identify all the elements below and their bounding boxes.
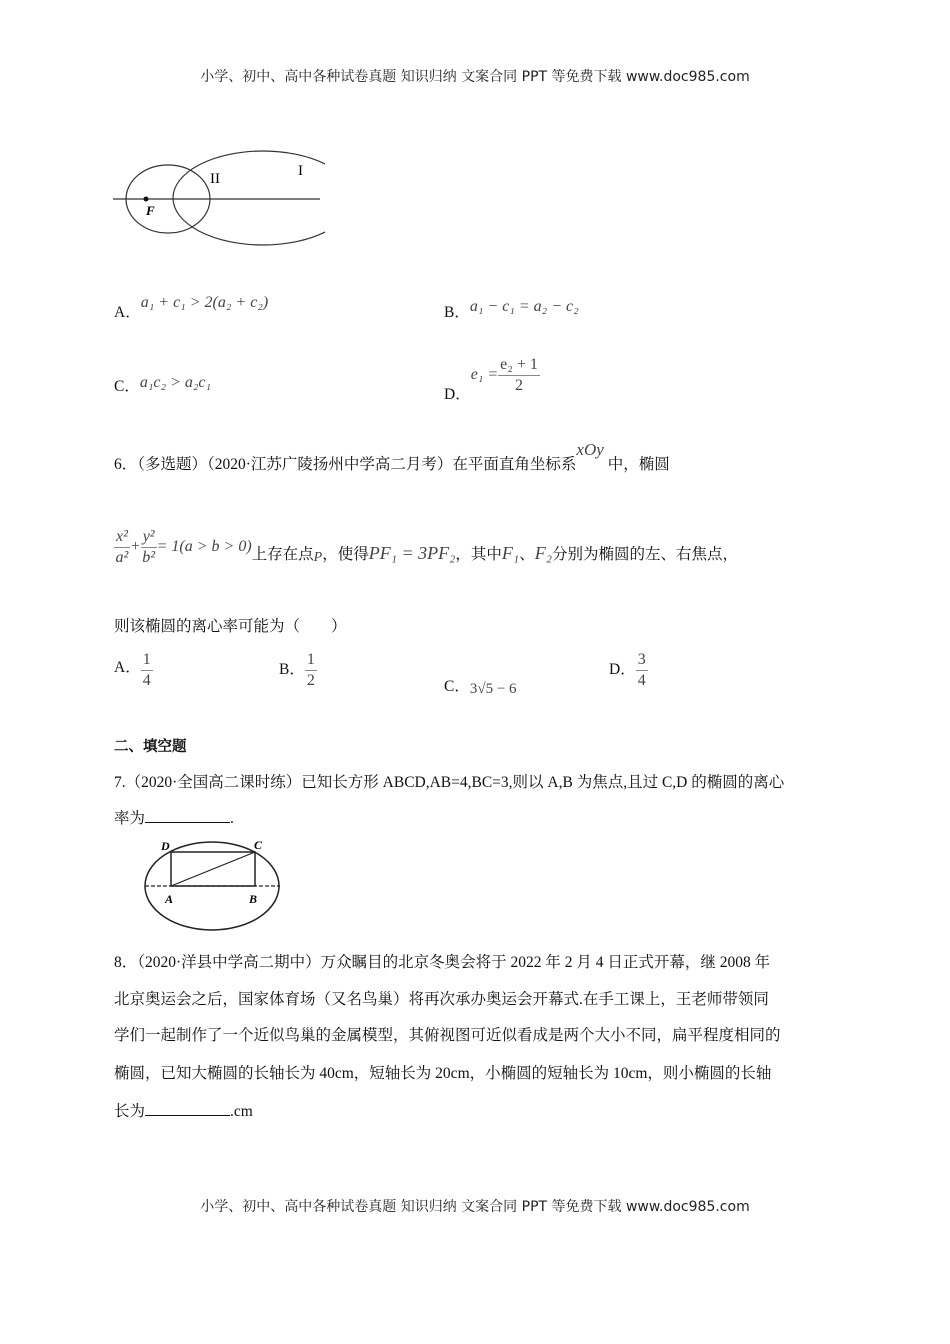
option-letter: B． bbox=[444, 304, 470, 321]
focus-f1: F₁ bbox=[501, 543, 520, 564]
q6-stem-end: 中，椭圆 bbox=[607, 456, 670, 473]
label-I: I bbox=[298, 163, 303, 179]
text: . bbox=[230, 810, 234, 827]
q6-stem: 6．（多选题）（2020·江苏广陵扬州中学高二月考）在平面直角坐标系 bbox=[114, 456, 577, 473]
option-letter: A． bbox=[114, 659, 141, 677]
text: 、 bbox=[519, 546, 535, 564]
label-b: B bbox=[249, 892, 258, 906]
fraction bbox=[305, 650, 317, 691]
coord-system: xOy bbox=[576, 440, 604, 459]
ellipse-figure-1 bbox=[110, 135, 325, 250]
option-letter: C． bbox=[114, 378, 140, 395]
denominator: 4 bbox=[637, 672, 646, 689]
option-formula: a₁c₂ > a₂c₁ bbox=[139, 374, 212, 391]
option-formula-lhs: e₁ = bbox=[470, 366, 499, 384]
q5-option-d[interactable] bbox=[444, 355, 540, 404]
fraction-y bbox=[141, 527, 157, 568]
condition-formula: PF₁ = 3PF₂ bbox=[368, 543, 456, 564]
label-c: C bbox=[254, 838, 263, 852]
q6-option-d[interactable] bbox=[609, 650, 648, 691]
q8-line-5 bbox=[114, 1099, 253, 1121]
q6-line-2 bbox=[114, 527, 738, 568]
denominator: 4 bbox=[142, 672, 151, 689]
denominator: 2 bbox=[306, 672, 315, 689]
q5-option-c[interactable] bbox=[114, 374, 211, 396]
text: 率为 bbox=[114, 810, 146, 827]
q6-option-c[interactable] bbox=[444, 674, 517, 696]
q6-line-1 bbox=[114, 440, 670, 474]
numerator: y² bbox=[141, 527, 157, 548]
option-formula: 3√5 − 6 bbox=[469, 681, 517, 697]
answer-blank[interactable] bbox=[145, 1101, 230, 1116]
numerator: 3 bbox=[636, 650, 648, 671]
rectangle-ellipse-figure bbox=[140, 833, 285, 933]
label-II: II bbox=[210, 171, 220, 187]
label-a: A bbox=[165, 892, 174, 906]
text: 分别为椭圆的左、右焦点， bbox=[551, 546, 738, 564]
section-heading: 二、填空题 bbox=[114, 739, 187, 755]
fraction-x bbox=[114, 527, 130, 568]
option-formula: a₁ − c₁ = a₂ − c₂ bbox=[469, 298, 579, 315]
focus-point bbox=[144, 197, 149, 202]
point-p: P bbox=[313, 550, 323, 566]
q8-line-2: 北京奥运会之后，国家体育场（又名鸟巢）将再次承办奥运会开幕式.在手工课上，王老师带领同 bbox=[114, 991, 769, 1008]
q7-line-1: 7.（2020·全国高二课时练）已知长方形 ABCD,AB=4,BC=3,则以 A,B 为焦点,且过 C,D 的椭圆的离心 bbox=[114, 774, 785, 791]
page-header: 小学、初中、高中各种试卷真题 知识归纳 文案合同 PPT 等免费下载 www.doc985.com bbox=[200, 69, 750, 85]
numerator: e₂ + 1 bbox=[498, 355, 540, 376]
option-letter: D． bbox=[444, 386, 471, 404]
label-F: F bbox=[146, 203, 155, 218]
text: .cm bbox=[230, 1103, 253, 1120]
option-formula: a₁ + c₁ > 2(a₂ + c₂) bbox=[140, 294, 269, 311]
denominator: b² bbox=[142, 549, 156, 566]
denominator: a² bbox=[115, 549, 129, 566]
label-d: D bbox=[161, 839, 170, 853]
q6-line-3: 则该椭圆的离心率可能为（ ） bbox=[114, 618, 347, 635]
plus-sign: + bbox=[129, 538, 141, 556]
q5-option-b[interactable] bbox=[444, 300, 579, 322]
q6-option-b[interactable] bbox=[279, 650, 317, 691]
option-letter: C． bbox=[444, 678, 470, 695]
diagonal-ac bbox=[171, 852, 255, 886]
numerator: x² bbox=[114, 527, 130, 548]
text: ，使得 bbox=[322, 546, 369, 564]
q8-line-3: 学们一起制作了一个近似鸟巢的金属模型，其俯视图可近似看成是两个大小不同，扁平程度相同的 bbox=[114, 1027, 781, 1044]
q5-option-a[interactable] bbox=[114, 294, 269, 322]
q8-line-1: 8．（2020·洋县中学高二期中）万众瞩目的北京冬奥会将于 2022 年 2 月 4 日正式开幕，继 2008 年 bbox=[114, 954, 771, 971]
q8-line-4: 椭圆，已知大椭圆的长轴长为 40cm，短轴长为 20cm，小椭圆的短轴长为 10cm，则小椭圆的长轴 bbox=[114, 1065, 772, 1082]
option-letter: A． bbox=[114, 304, 141, 321]
text: ，其中 bbox=[455, 546, 502, 564]
option-letter: B． bbox=[279, 661, 305, 679]
page-footer: 小学、初中、高中各种试卷真题 知识归纳 文案合同 PPT 等免费下载 www.doc985.com bbox=[200, 1199, 750, 1215]
text: 长为 bbox=[114, 1103, 146, 1120]
numerator: 1 bbox=[305, 650, 317, 671]
fraction bbox=[636, 650, 648, 691]
option-letter: D． bbox=[609, 661, 636, 679]
answer-blank[interactable] bbox=[145, 808, 230, 823]
denominator: 2 bbox=[515, 377, 524, 394]
fraction bbox=[141, 650, 153, 691]
text: 上存在点 bbox=[251, 546, 314, 564]
numerator: 1 bbox=[141, 650, 153, 671]
equation-rest: = 1(a > b > 0) bbox=[156, 538, 252, 556]
fraction bbox=[498, 355, 540, 396]
q7-line-2 bbox=[114, 806, 234, 828]
q6-option-a[interactable] bbox=[114, 650, 153, 691]
focus-f2: F₂ bbox=[534, 543, 552, 564]
